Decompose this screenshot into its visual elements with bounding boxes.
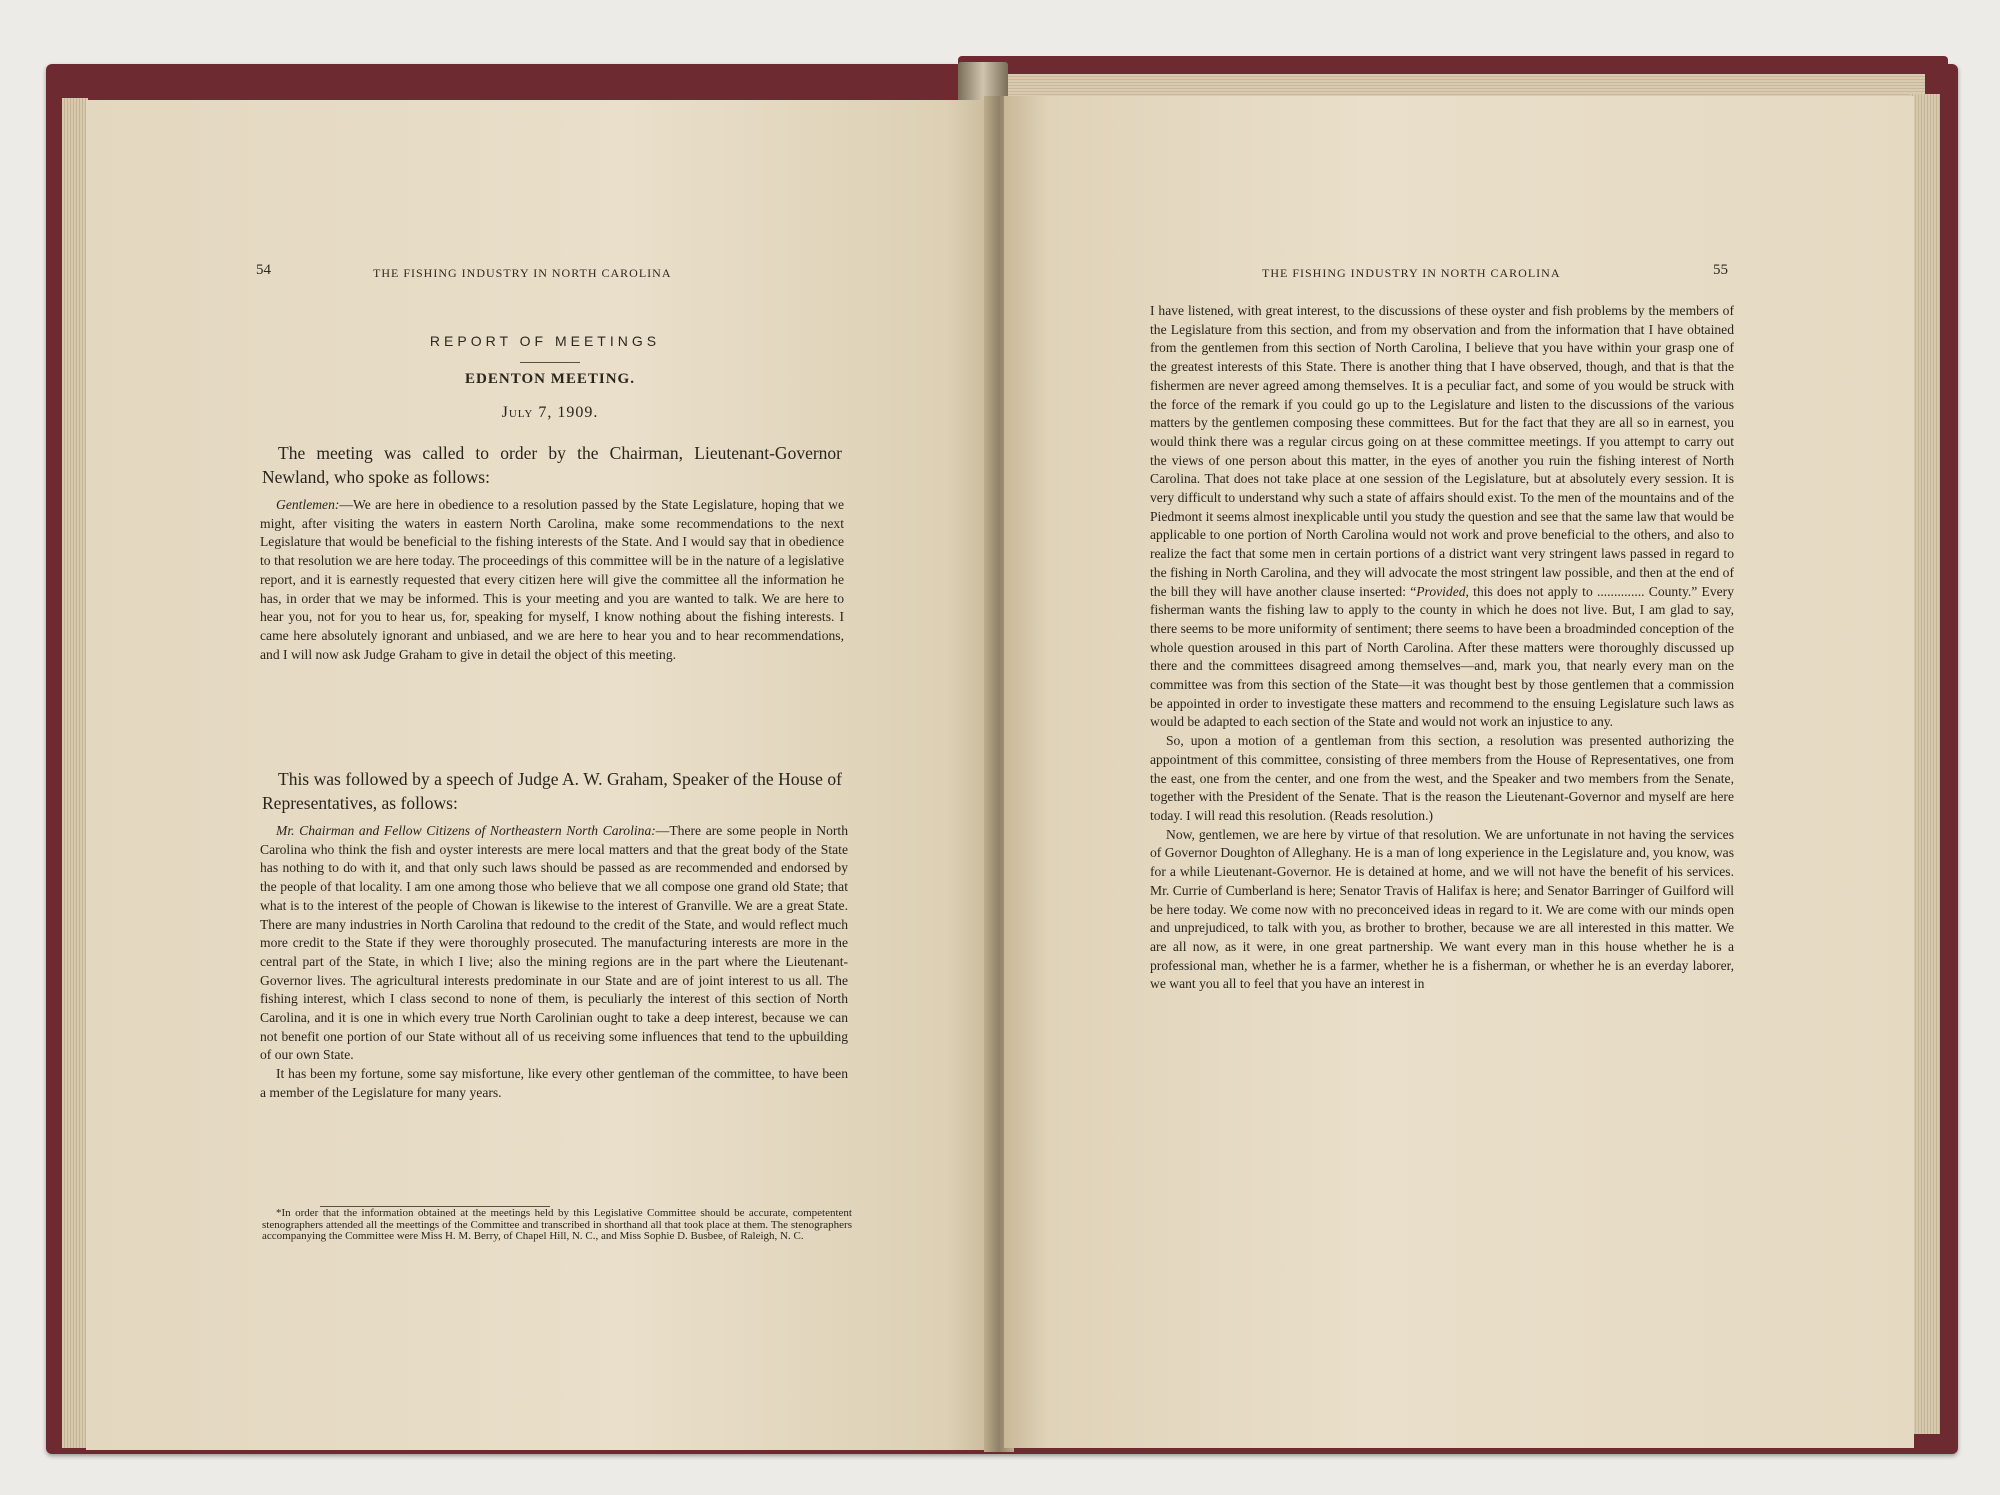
speech1-salutation: Gentlemen:: [276, 497, 340, 512]
speech2-text: —There are some people in North Carolina who think the fish and oyster interests are mere local matters and that the great body of the State has nothing to do with it, and that only such laws should be passed as are recommended and endorsed by the people of that locality. I am one among those who believe that we all compose one grand old State; that what is to the interest of the people of Chowan is likewise to the interest of Granville. We are a great State. There are many industries in North Carolina that redound to the credit of the State, and would reflect much more credit to the State if they were thoroughly prosecuted. The manufacturing interests are more in the central part of the State, in which I live; also the mining regions are in the part where the Lieutenant-Governor lives. The agricultural interests predominate in our State and are of joint interest to us all. The fishing interest, which I class second to none of them, is peculiarly the interest of this section of North Carolina, and it is one in which every true North Carolinian ought to take a deep interest, because we can not benefit one portion of our State without all of us receiving some influences that tend to the upbuilding of our own State.: [260, 823, 849, 1063]
meeting-date: July 7, 1909.: [501, 404, 599, 421]
footnote: *In order that the information obtained at the meetings held by this Legislative Committee should be accurate, competentent stenographers attended all the meettings of the Committee and transcribed in shorthand all that took place at them. The stenographers accompanying the Committee were Miss H. M. Berry, of Chapel Hill, N. C., and Miss Sophie D. Busbee, of Raleigh, N. C.: [262, 1207, 852, 1243]
right-page-number: 55: [1713, 262, 1728, 278]
provided-italic: Provided,: [1416, 583, 1469, 599]
right-paragraph-1: [1150, 302, 1734, 732]
intro-paragraph: The meeting was called to order by the Chairman, Lieutenant-Governor Newland, who spoke as follows:: [262, 443, 842, 487]
left-running-head: THE FISHING INDUSTRY IN NORTH CAROLINA: [373, 266, 672, 280]
speech2-paragraph-2: It has been my fortune, some say misfortune, like every other gentleman of the committee, to have been a member of the Legislature for many years.: [260, 1066, 848, 1100]
right-page-text: [1150, 302, 1734, 994]
p1-after-quote: Every fisherman wants the fishing law to apply to the county in which he does not live. But, I am glad to say, there seems to be more uniformity of sentiment; there seems to have been a broadminded conception of the whole question aroused in this part of North Carolina. After these matters were thoroughly discussed up there and the committees disagreed among themselves—and, mark you, that nearly every man on the committee was from this section of the State—it was thought best by those gentlemen that a commission be appointed in order to investigate these matters and recommend to the ensuing Legislature such laws as would be adapted to each section of the State and would not work an injustice to any.: [1150, 583, 1734, 730]
speech1-text: —We are here in obedience to a resolution passed by the State Legislature, hoping that we might, after visiting the waters in eastern North Carolina, make some recommendations to the next Legislature that would be beneficial to the fishing interests of the State. And I would say that in obedience to that resolution we are here today. The proceedings of this committee will be in the nature of a legislative report, and it is earnestly requested that every citizen here will give the committee all the information he has, in order that we may be informed. This is your meeting and you are wanted to talk. We are here to hear you, not for you to hear us, for, speaking for myself, I know nothing about the fishing interests. I came here absolutely ignorant and unbiased, and we are here to hear you and to hear recommendations, and I will now ask Judge Graham to give in detail the object of this meeting.: [260, 497, 844, 662]
speech-graham: [260, 822, 848, 1103]
meeting-title: EDENTON MEETING.: [465, 371, 635, 387]
speech-newland: [260, 496, 844, 664]
right-paragraph-2: So, upon a motion of a gentleman from this section, a resolution was presented authorizing the appointment of this committee, consisting of three members from the House of Representatives, one from the east, one from the center, and one from the west, and the Speaker and two members from the Senate, together with the President of the Senate. That is the reason the Lieutenant-Governor and myself are here today. I will read this resolution. (Reads resolution.): [1150, 733, 1734, 823]
right-paragraph-3: Now, gentlemen, we are here by virtue of that resolution. We are unfortunate in not having the services of Governor Doughton of Alleghany. He is a man of long experience in the Legislature and, you know, was for a while Lieutenant-Governor. He is detained at home, and we will not have the benefit of his services. Mr. Currie of Cumberland is here; Senator Travis of Halifax is here; and Senator Barringer of Guilford will be here today. We come now with no preconceived ideas in regard to it. We are come with our minds open and unprejudiced, to talk with you, as brother to brother, because we are all interested in this matter. We are all now, as it were, in one great partnership. We want every man in this house whether he is a professional man, whether he is a farmer, whether he is a fisherman, or whether he is an everday laborer, we want you all to feel that you have an interest in: [1150, 826, 1734, 992]
left-page-number: 54: [256, 262, 271, 278]
p1-before-quote: I have listened, with great interest, to the discussions of these oyster and fish problems by the members of the Legislature from this section, and from my observation and from the information that I have obtained from the gentlemen from this section of North Carolina, I believe that you have within your grasp one of the greatest interests of this State. There is another thing that I have observed, though, and that is that the fishermen are never agreed among themselves. It is a peculiar fact, and some of you would be struck with the force of the remark if you could go up to the Legislature and listen to the discussions of the various matters by the gentlemen composing these committees. But for the fact that they are all so in earnest, you would think there was a regular circus going on at these committee meetings. If you attempt to carry out the views of one person about this matter, in the eyes of another you ruin the fishing interest of North Carolina. That does not take place at one session of the Legislature, but at absolutely every session. It is very difficult to understand why such a state of affairs should exist. To the men of the mountains and of the Piedmont it seems almost inexplicable until you study the question and see that the same law that would be applicable to one portion of North Carolina would not work and prove beneficial to the others, and also to realize the fact that some men in certain portions of a district want very stringent laws passed in regard to the fishing in North Carolina, and they will advocate the most stringent law possible, and then at the end of the bill they will have another clause inserted: “: [1150, 303, 1734, 599]
page-block-right: [1910, 94, 1940, 1434]
right-running-head: THE FISHING INDUSTRY IN NORTH CAROLINA: [1262, 266, 1561, 280]
section-title: REPORT OF MEETINGS: [429, 333, 661, 349]
title-rule: [520, 362, 580, 363]
page-block-left: [62, 98, 88, 1448]
intro2-paragraph: This was followed by a speech of Judge A. W. Graham, Speaker of the House of Representatives, as follows:: [262, 769, 842, 813]
p1-quote-rest: this does not apply to .............. County.”: [1468, 583, 1698, 599]
speech2-salutation: Mr. Chairman and Fellow Citizens of Northeastern North Carolina:: [276, 823, 656, 838]
